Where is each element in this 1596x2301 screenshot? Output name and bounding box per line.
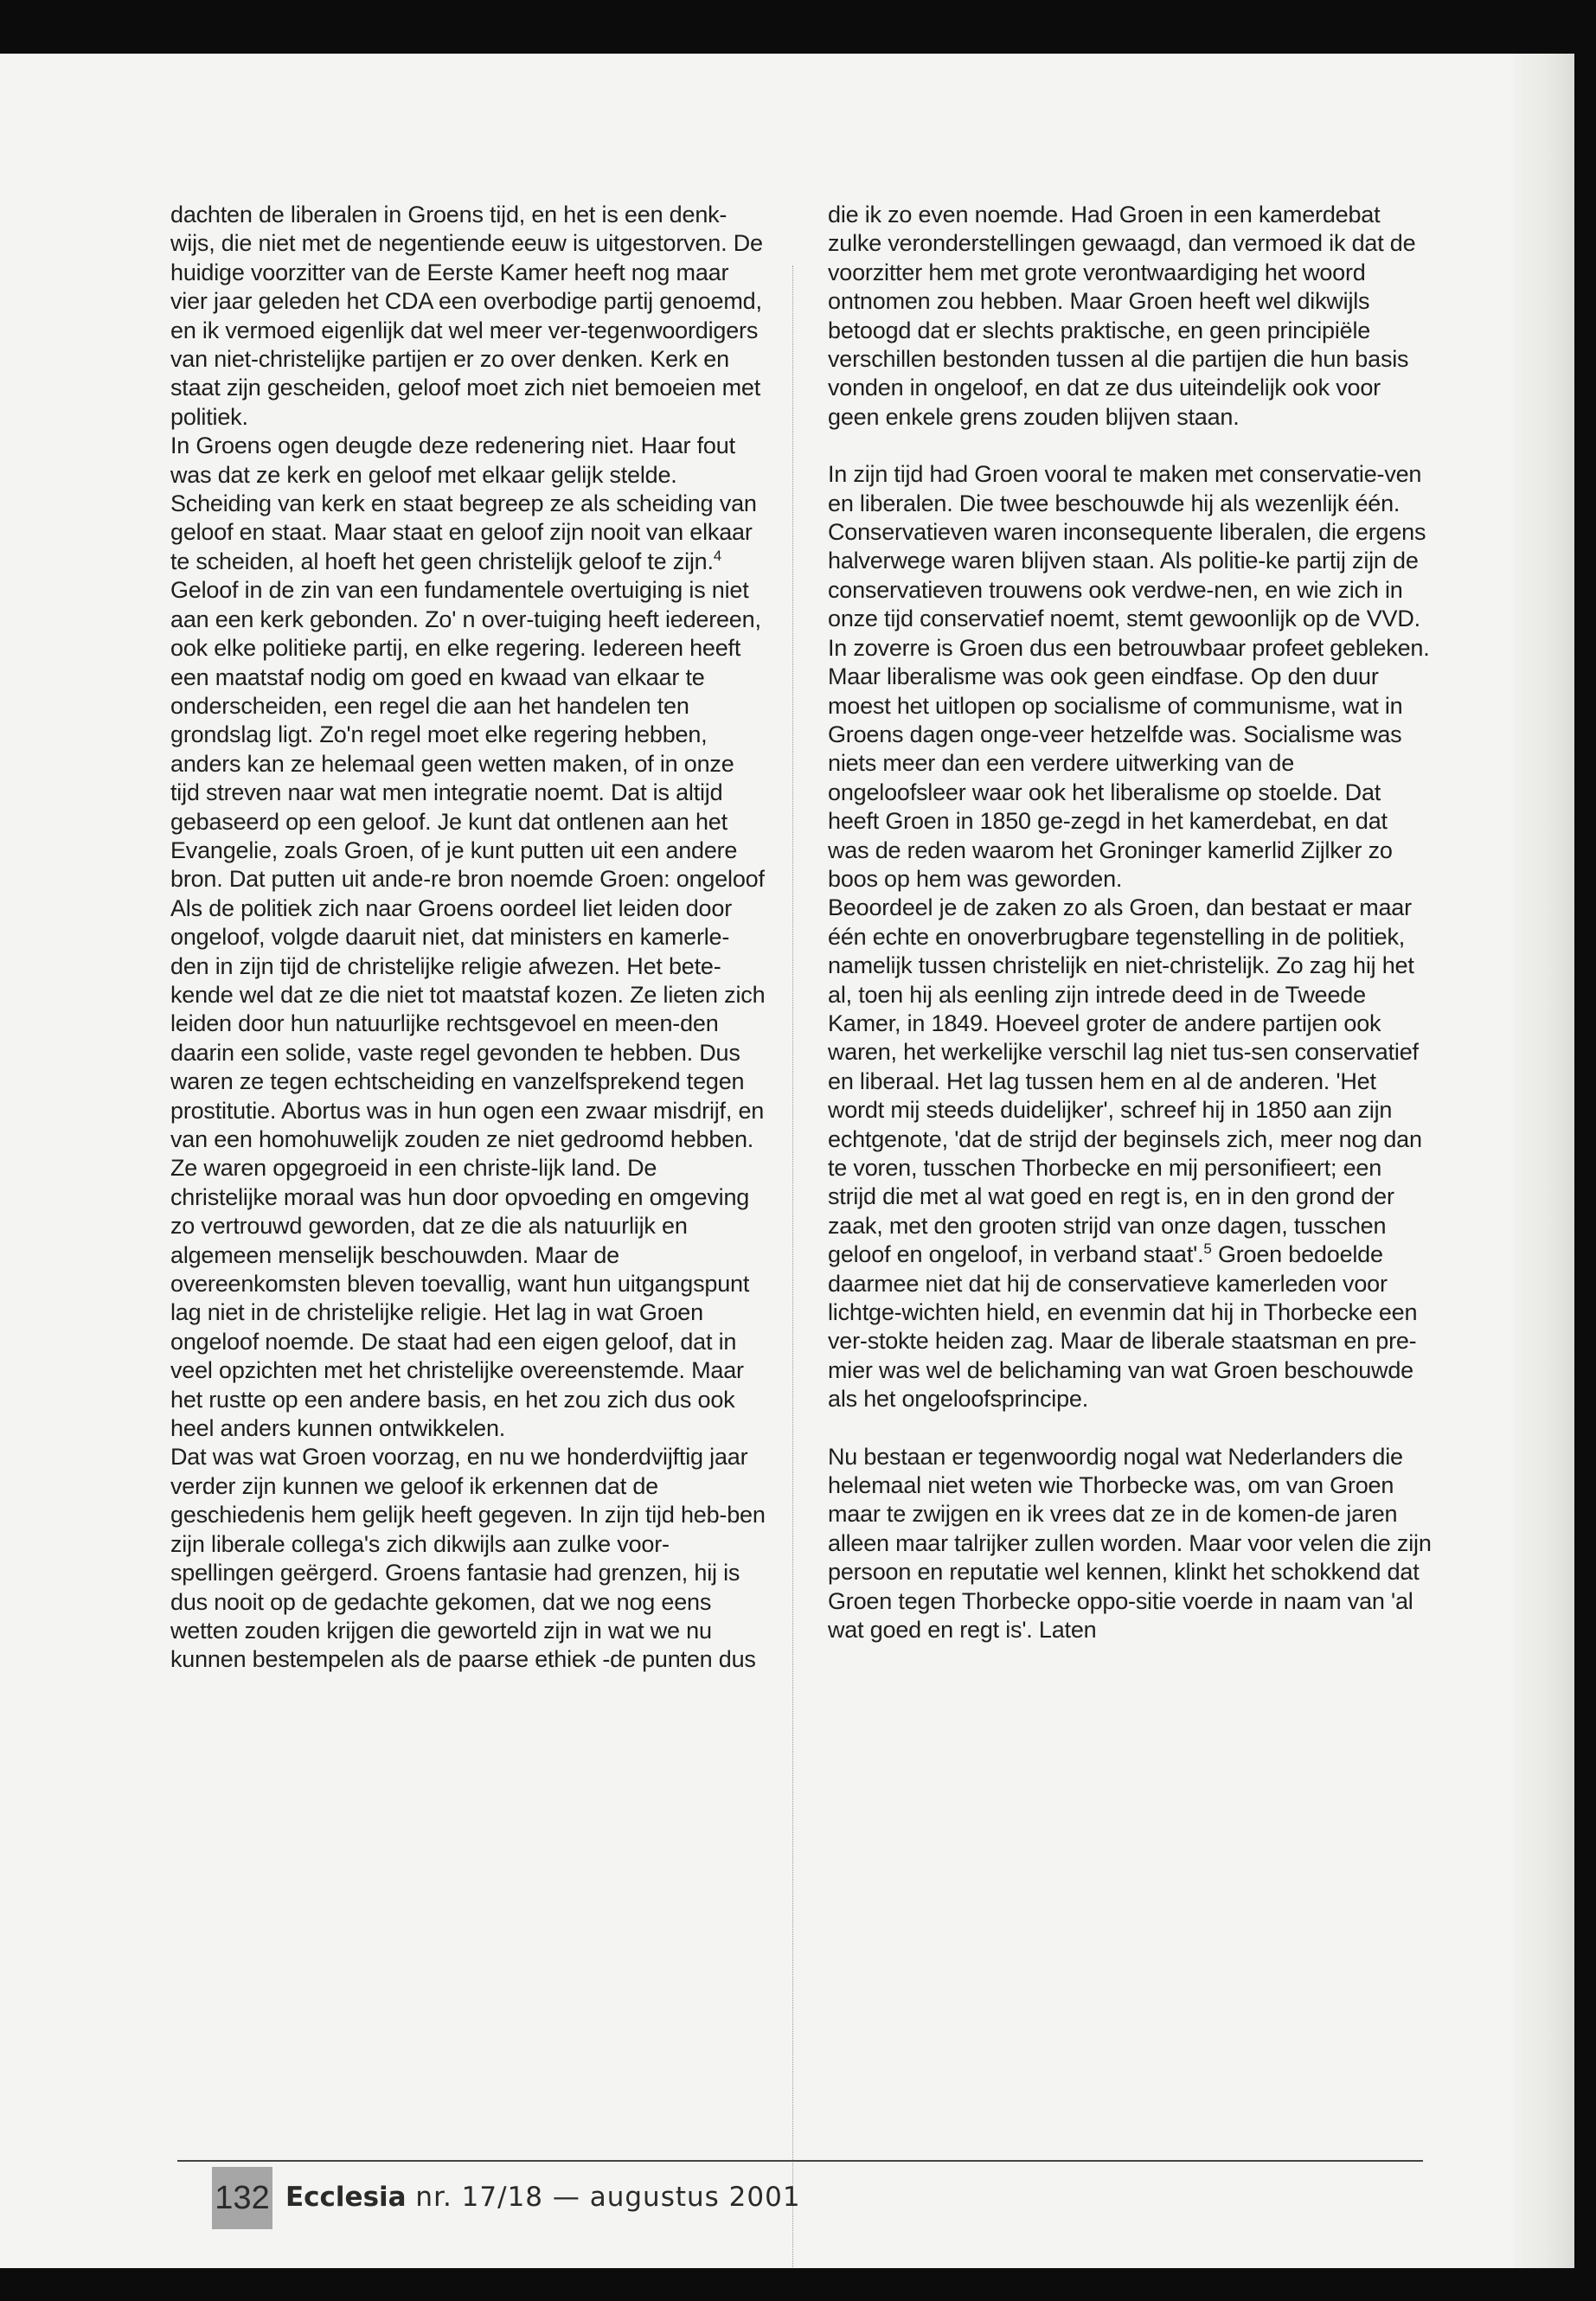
page-edge-bleed (1514, 54, 1574, 2268)
paragraph-text: Geloof in de zin van een fundamentele overtuiging is niet aan een kerk gebonden. Zo' n over-tuiging heeft iedereen, ook elke politieke partij, en elke regering. Iedereen heeft een maatstaf nodig om goed en kwaad van elkaar te onderscheiden, een regel die aan het handelen ten grondslag ligt. Zo'n regel moet elke regering hebben, anders kan ze helemaal geen wetten maken, of in onze tijd streven naar wat men integratie noemt. Dat is altijd gebaseerd op een geloof. Je kunt dat ontlenen aan het Evangelie, zoals Groen, of je kunt putten uit een andere bron. Dat putten uit ande-re bron noemde Groen: ongeloof (170, 577, 765, 893)
magazine-page (0, 54, 1574, 2268)
footnote-marker[interactable]: 4 (713, 547, 722, 564)
paragraph-text: In Groens ogen deugde deze redenering niet. Haar fout was dat ze kerk en geloof met elkaar gelijk stelde. Scheiding van kerk en staat begreep ze als scheiding van geloof en staat. Maar staat en geloof zijn nooit van elkaar te scheiden, al hoeft het geen christelijk geloof te zijn. (170, 433, 757, 574)
right-column (828, 201, 1433, 1645)
left-column (170, 201, 767, 1675)
paragraph-text: Groen bedoelde daarmee niet dat hij de conservatieve kamerleden voor lichtge-wichten hield, en evenmin dat hij in Thorbecke een ver-stokte heiden zag. Maar de liberale staatsman en pre-mier was wel de belichaming van wat Groen beschouwde als het ongeloofsprincipe. (828, 1241, 1418, 1413)
footnote-marker[interactable]: 5 (1203, 1240, 1212, 1258)
column-divider (792, 266, 793, 2268)
footer-rule (177, 2160, 1423, 2162)
paragraph: Als de politiek zich naar Groens oordeel liet leiden door ongeloof, volgde daaruit niet, dat ministers en kamerle-den in zijn tijd de christelijke religie afwezen. Het bete-kende wel dat ze die niet tot maatstaf kozen. Ze lieten zich leiden door hun natuurlijke rechtsgevoel en meen-den daarin een solide, vaste regel gevonden te hebben. Dus waren ze tegen echtscheiding en vanzelfsprekend tegen prostitutie. Abortus was in hun ogen een zwaar misdrijf, en van een homohuwelijk zouden ze niet gedroomd hebben. Ze waren opgegroeid in een christe-lijk land. De christelijke moraal was hun door opvoeding en omgeving zo vertrouwd geworden, dat ze die als natuurlijk en algemeen menselijk beschouwden. Maar de overeenkomsten bleven toevallig, want hun uitgangspunt lag niet in de christelijke religie. Het lag in wat Groen ongeloof noemde. De staat had een eigen geloof, dat in veel opzichten met het christelijke overeenstemde. Maar het rustte op een andere basis, en het zou zich dus ook heel anders kunnen ontwikkelen. (170, 894, 766, 1442)
running-footer (285, 2182, 801, 2213)
magazine-name: Ecclesia (285, 2182, 407, 2213)
paragraph: Nu bestaan er tegenwoordig nogal wat Nederlanders die helemaal niet weten wie Thorbecke was, om van Groen maar te zwijgen en ik vrees dat ze in de komen-de jaren alleen maar talrijker zullen worden. Maar voor velen die zijn persoon en reputatie wel kennen, klinkt het schokkend dat Groen tegen Thorbecke oppo-sitie voerde in naam van 'al wat goed en regt is'. Laten (828, 1443, 1432, 1644)
issue-info: nr. 17/18 — augustus 2001 (406, 2182, 801, 2213)
paragraph: dachten de liberalen in Groens tijd, en het is een denk-wijs, die niet met de negentiende eeuw is uitgestorven. De huidige voorzitter van de Eerste Kamer heeft nog maar vier jaar geleden het CDA een overbodige partij genoemd, en ik vermoed eigenlijk dat wel meer ver-tegenwoordigers van niet-christelijke partijen er zo over denken. Kerk en staat zijn gescheiden, geloof moet zich niet bemoeien met politiek. (170, 202, 763, 430)
paragraph-text: Beoordeel je de zaken zo als Groen, dan bestaat er maar één echte en onoverbrugbare tegenstelling in de politiek, namelijk tussen christelijk en niet-christelijk. Zo zag hij het al, toen hij als eenling zijn intrede deed in de Tweede Kamer, in 1849. Hoeveel groter de andere partijen ook waren, het werkelijke verschil lag niet tus-sen conservatief en liberaal. Het lag tussen hem en al de anderen. 'Het wordt mij steeds duidelijker', schreef hij in 1850 aan zijn echtgenote, 'dat de strijd der beginsels zich, meer nog dan te voren, tusschen Thorbecke en mij personifieert; een strijd die met al wat goed en regt is, en in den grond der zaak, met den grooten strijd van onze dagen, tusschen geloof en ongeloof, in verband staat'. (828, 894, 1422, 1268)
paragraph (170, 432, 767, 894)
paragraph: Dat was wat Groen voorzag, en nu we honderdvijftig jaar verder zijn kunnen we geloof ik erkennen dat de geschiedenis hem gelijk heeft gegeven. In zijn tijd heb-ben zijn liberale collega's zich dikwijls aan zulke voor-spellingen geërgerd. Groens fantasie had grenzen, hij is dus nooit op de gedachte gekomen, dat we nog eens wetten zouden krijgen die geworteld zijn in wat we nu kunnen bestempelen als de paarse ethiek -de punten dus (170, 1444, 766, 1673)
page-number: 132 (212, 2167, 272, 2229)
paragraph: In zijn tijd had Groen vooral te maken met conservatie-ven en liberalen. Die twee beschouwde hij als wezenlijk één. Conservatieven waren inconsequente liberalen, die ergens halverwege waren blijven staan. Als politie-ke partij zijn de conservatieven trouwens ook verdwe-nen, en wie zich in onze tijd conservatief noemt, stemt gewoonlijk op de VVD. In zoverre is Groen dus een betrouwbaar profeet gebleken. Maar liberalisme was ook geen eindfase. Op den duur moest het uitlopen op socialisme of communisme, wat in Groens dagen onge-veer hetzelfde was. Socialisme was niets meer dan een verdere uitwerking van de ongeloofsleer waar ook het liberalisme op stoelde. Dat heeft Groen in 1850 ge-zegd in het kamerdebat, en dat was de reden waarom het Groninger kamerlid Zijlker zo boos op hem was geworden. (828, 461, 1430, 892)
paragraph (828, 894, 1433, 1413)
paragraph: die ik zo even noemde. Had Groen in een kamerdebat zulke veronderstellingen gewaagd, dan vermoed ik dat de voorzitter hem met grote verontwaardiging het woord ontnomen zou hebben. Maar Groen heeft wel dikwijls betoogd dat er slechts praktische, en geen principiële verschillen bestonden tussen al die partijen die hun basis vonden in ongeloof, en dat ze dus uiteindelijk ook voor geen enkele grens zouden blijven staan. (828, 202, 1416, 430)
